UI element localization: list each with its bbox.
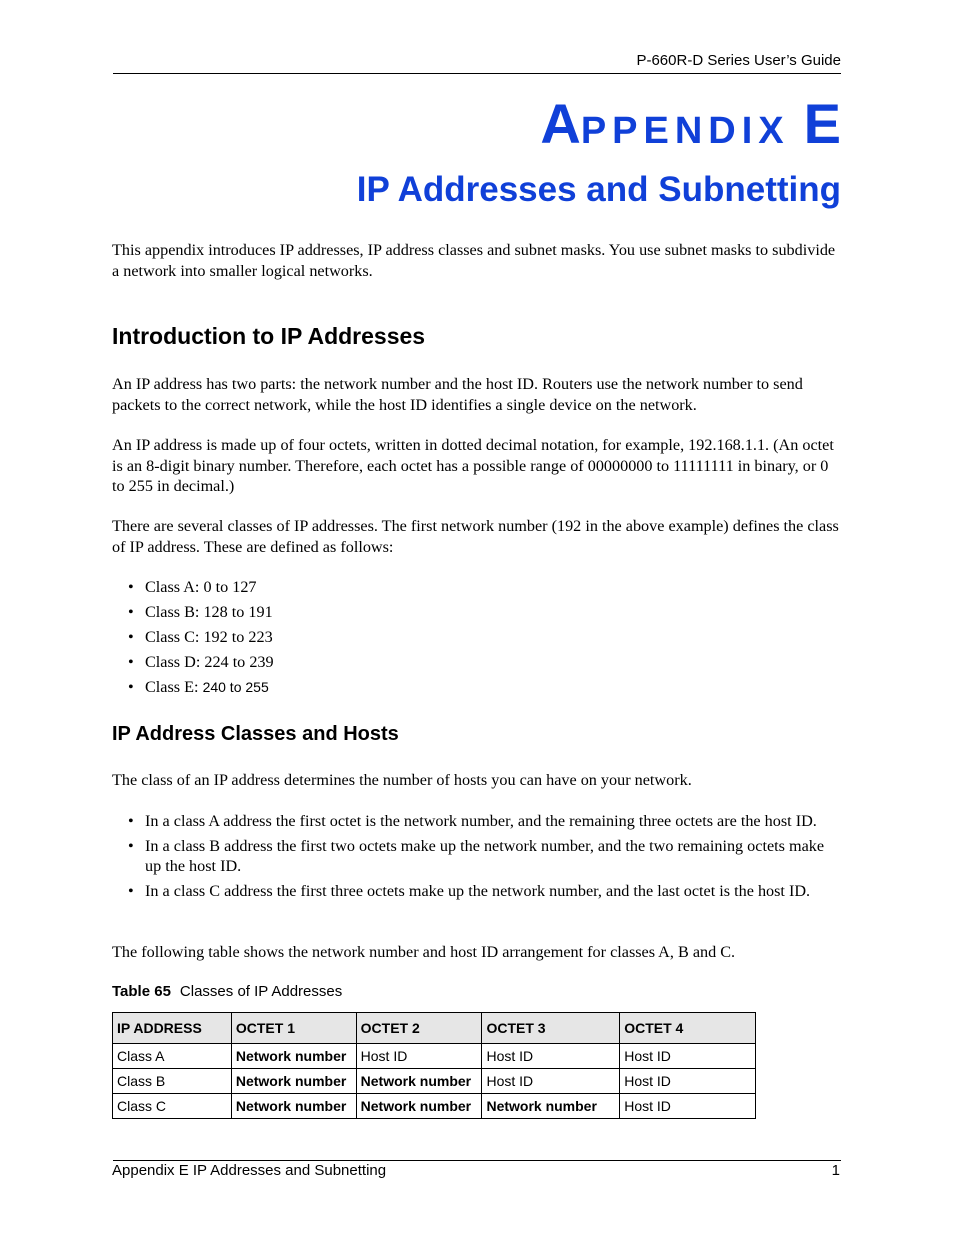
appendix-title bbox=[540, 92, 841, 155]
appendix-initial: A bbox=[540, 92, 581, 155]
section-classes-hosts bbox=[112, 723, 842, 746]
section2-paragraph-1 bbox=[112, 770, 842, 791]
list-item-text: Class E: bbox=[145, 678, 203, 696]
paragraph-text: There are several classes of IP addresses. The first network number (192 in the above example) defines the class of IP address. These are defined as follows: bbox=[112, 517, 839, 556]
list-item-text: Class A: 0 to 127 bbox=[145, 578, 257, 596]
list-item-range: 240 to 255 bbox=[202, 679, 269, 695]
table-header-cell: OCTET 1 bbox=[231, 1013, 356, 1044]
list-item: • Class A: 0 to 127 bbox=[128, 578, 257, 596]
list-item: • Class C: 192 to 223 bbox=[128, 628, 273, 646]
table-caption bbox=[112, 983, 842, 1000]
appendix-word: PPENDIX bbox=[580, 110, 790, 152]
table-row bbox=[113, 1069, 756, 1094]
intro-text: This appendix introduces IP addresses, IP address classes and subnet masks. You use subnet masks to subdivide a network into smaller logical networks. bbox=[112, 241, 836, 280]
section1-paragraph-2 bbox=[112, 435, 842, 497]
list-item: • Class D: 224 to 239 bbox=[128, 653, 274, 671]
table-cell: Class A bbox=[113, 1044, 232, 1069]
list-item: • In a class C address the first three octets make up the network number, and the last octet is the host ID. bbox=[128, 882, 811, 900]
table-cell: Network number bbox=[231, 1044, 356, 1069]
paragraph-text: An IP address has two parts: the network number and the host ID. Routers use the network number to send packets to the correct network, while the host ID identifies a single device on the network. bbox=[112, 375, 803, 414]
page-number: 1 bbox=[831, 1162, 840, 1179]
table-caption-label: Table 65 bbox=[112, 983, 171, 1000]
table-header-cell: OCTET 4 bbox=[620, 1013, 756, 1044]
paragraph-text: The following table shows the network number and host ID arrangement for classes A, B and C. bbox=[112, 943, 736, 961]
section-heading: Introduction to IP Addresses bbox=[112, 323, 426, 349]
paragraph-text: An IP address is made up of four octets, written in dotted decimal notation, for example, 192.168.1.1. (An octet is an 8-digit binary number. Therefore, each octet has a possible range of 00000000 to 11111111 in binary, or 0 to 255 in decimal.) bbox=[112, 436, 834, 495]
class-list bbox=[112, 577, 842, 697]
appendix-letter: E bbox=[803, 92, 841, 155]
chapter-title: IP Addresses and Subnetting bbox=[356, 170, 841, 209]
table-cell: Host ID bbox=[356, 1044, 482, 1069]
list-item-text: Class B: 128 to 191 bbox=[145, 603, 273, 621]
table-cell: Host ID bbox=[620, 1094, 756, 1119]
table-cell: Network number bbox=[231, 1094, 356, 1119]
list-item-text: Class C: 192 to 223 bbox=[145, 628, 273, 646]
list-item: • In a class B address the first two octets make up the network number, and the two remaining octets make up the host ID. bbox=[128, 837, 825, 875]
paragraph-text: The class of an IP address determines the number of hosts you can have on your network. bbox=[112, 771, 692, 789]
ip-classes-table bbox=[112, 1012, 756, 1119]
list-item-text: In a class B address the first two octets make up the network number, and the two remaining octets make up the host ID. bbox=[145, 837, 825, 875]
table-cell: Host ID bbox=[620, 1044, 756, 1069]
list-item: • Class B: 128 to 191 bbox=[128, 603, 273, 621]
footer-chapter-title: Appendix E IP Addresses and Subnetting bbox=[112, 1162, 387, 1179]
section2-paragraph-2 bbox=[112, 942, 842, 963]
subsection-heading: IP Address Classes and Hosts bbox=[112, 723, 399, 745]
table-cell: Host ID bbox=[482, 1044, 620, 1069]
octet-list bbox=[112, 811, 842, 901]
list-item: • Class E: 240 to 255 bbox=[128, 678, 269, 696]
table-cell: Network number bbox=[231, 1069, 356, 1094]
section-introduction bbox=[112, 323, 842, 350]
table-cell: Host ID bbox=[620, 1069, 756, 1094]
table-header-cell: OCTET 3 bbox=[482, 1013, 620, 1044]
table-cell: Network number bbox=[356, 1094, 482, 1119]
table-cell: Host ID bbox=[482, 1069, 620, 1094]
list-item-text: In a class C address the first three octets make up the network number, and the last octet is the host ID. bbox=[145, 882, 811, 900]
table-row bbox=[113, 1094, 756, 1119]
table-row bbox=[113, 1044, 756, 1069]
list-item-text: Class D: 224 to 239 bbox=[145, 653, 274, 671]
list-item-text: In a class A address the first octet is the network number, and the remaining three octets are the host ID. bbox=[145, 812, 817, 830]
table-caption-text: Classes of IP Addresses bbox=[179, 983, 343, 1000]
table-header-cell: IP ADDRESS bbox=[113, 1013, 232, 1044]
guide-title: P-660R-D Series User’s Guide bbox=[636, 52, 841, 69]
table-cell: Class B bbox=[113, 1069, 232, 1094]
table-cell: Class C bbox=[113, 1094, 232, 1119]
section1-paragraph-1 bbox=[112, 374, 842, 415]
intro-paragraph bbox=[112, 240, 842, 281]
header-rule bbox=[113, 73, 841, 74]
table-header-row bbox=[113, 1013, 756, 1044]
section1-paragraph-3 bbox=[112, 516, 842, 557]
table-cell: Network number bbox=[356, 1069, 482, 1094]
table-header-cell: OCTET 2 bbox=[356, 1013, 482, 1044]
footer-rule bbox=[113, 1160, 841, 1161]
list-item: • In a class A address the first octet is the network number, and the remaining three octets are the host ID. bbox=[128, 812, 817, 830]
table-cell: Network number bbox=[482, 1094, 620, 1119]
